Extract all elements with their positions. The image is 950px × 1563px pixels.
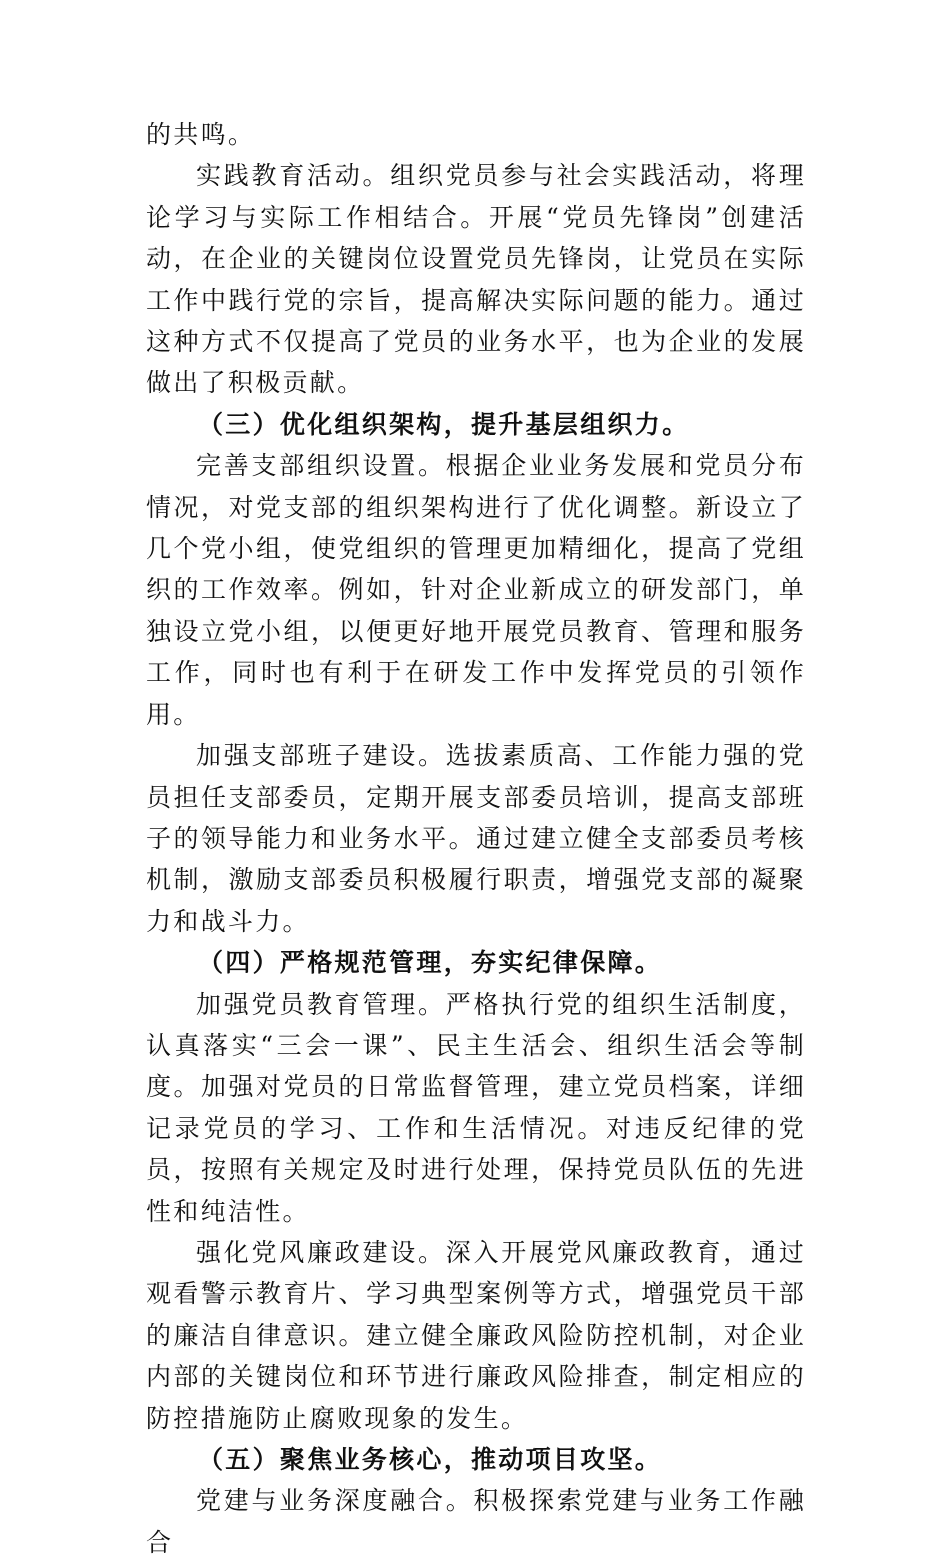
paragraph-integrity-building: 强化党风廉政建设。深入开展党风廉政教育，通过观看警示教育片、学习典型案例等方式，增强党员干部的廉洁自律意识。建立健全廉政风险防控机制，对企业内部的关键岗位和环节进行廉政风险排查，制定相应的防控措施防止腐败现象的发生。	[146, 1237, 806, 1433]
paragraph-branch-setup: 完善支部组织设置。根据企业业务发展和党员分布情况，对党支部的组织架构进行了优化调整。新设立了几个党小组，使党组织的管理更加精细化，提高了党组织的工作效率。例如，针对企业新成立的研发部门，单独设立党小组，以便更好地开展党员教育、管理和服务工作，同时也有利于在研发工作中发挥党员的引领作用。	[146, 451, 806, 729]
document-body	[146, 114, 806, 1563]
paragraph-business-integration: 党建与业务深度融合。积极探索党建与业务工作融合	[146, 1486, 806, 1557]
paragraph-member-management: 加强党员教育管理。严格执行党的组织生活制度，认真落实“三会一课”、民主生活会、组织生活会等制度。加强对党员的日常监督管理，建立党员档案，详细记录党员的学习、工作和生活情况。对违反纪律的党员，按照有关规定及时进行处理，保持党员队伍的先进性和纯洁性。	[146, 989, 806, 1226]
section-heading-4: （四）严格规范管理，夯实纪律保障。	[198, 948, 663, 978]
paragraph-branch-team: 加强支部班子建设。选拔素质高、工作能力强的党员担任支部委员，定期开展支部委员培训，提高支部班子的领导能力和业务水平。通过建立健全支部委员考核机制，激励支部委员积极履行职责，增强党支部的凝聚力和战斗力。	[146, 741, 806, 936]
paragraph-practice-education: 实践教育活动。组织党员参与社会实践活动，将理论学习与实际工作相结合。开展“党员先锋岗”创建活动，在企业的关键岗位设置党员先锋岗，让党员在实际工作中践行党的宗旨，提高解决实际问题的能力。通过这种方式不仅提高了党员的业务水平，也为企业的发展做出了积极贡献。	[146, 161, 806, 398]
section-heading-5: （五）聚焦业务核心，推动项目攻坚。	[198, 1445, 663, 1474]
section-heading-3: （三）优化组织架构，提升基层组织力。	[198, 409, 690, 439]
paragraph-continuation: 的共鸣。	[146, 120, 256, 149]
